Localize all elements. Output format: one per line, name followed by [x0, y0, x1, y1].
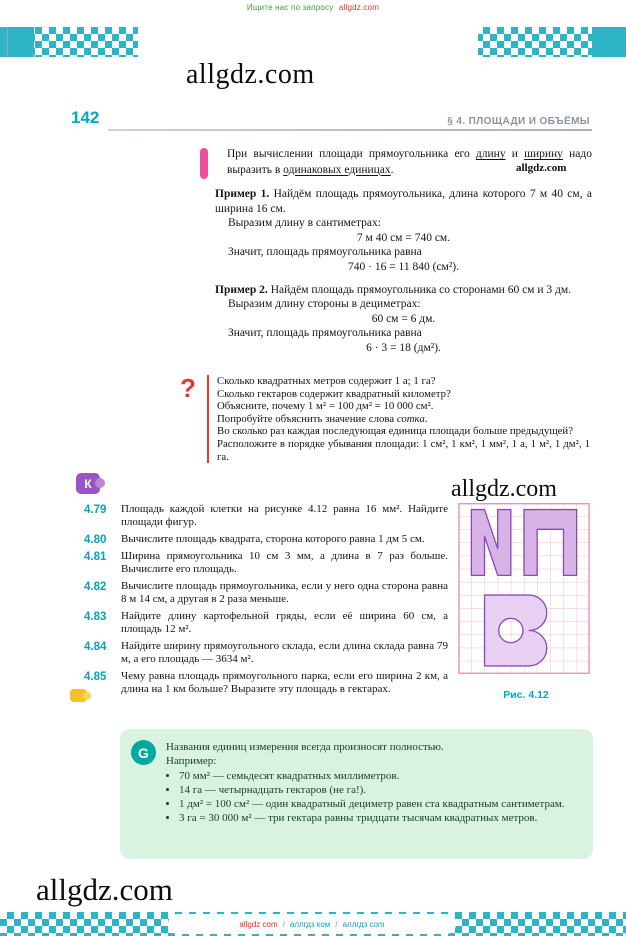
exercise-number: 4.79 [84, 504, 107, 516]
exercise-text: Найдите ширину прямоугольного склада, если длина склада равна 79 м, а его площадь — 3634 м². [121, 640, 448, 665]
question-l4-post: . [424, 412, 428, 425]
exercise-row [84, 503, 448, 529]
questions-block [180, 373, 590, 463]
exercises-section [84, 503, 594, 701]
decorative-band-bottom [0, 912, 626, 936]
footer-link-3[interactable]: аллгдз com [342, 919, 385, 929]
figure-4-12 [458, 503, 594, 701]
note-intro-line2: Например: [166, 755, 217, 767]
exercise-row [84, 580, 448, 606]
example2-label: Пример 2. [215, 283, 268, 296]
band-top-white-center [138, 27, 478, 57]
example2-formula2: 6 · 3 = 18 (дм²). [366, 341, 441, 354]
difficulty-marker-icon [70, 689, 87, 702]
exercise-row [84, 550, 448, 576]
question-l4-pre: Попробуйте объяснить значение слова [217, 412, 397, 425]
band-top-right-block [592, 27, 626, 57]
exercise-text: Вычислите площадь квадрата, сторона которого равна 1 дм 5 см. [121, 533, 425, 545]
header-rule-line [108, 129, 592, 131]
example2-text: Найдём площадь прямоугольника со сторонами 60 см и 3 дм. [270, 283, 571, 296]
example1-intro [215, 187, 592, 216]
top-search-hint [0, 3, 626, 12]
examples-block [215, 187, 592, 356]
exercise-text: Чему равна площадь прямоугольного парка, если его ширина 2 км, а длина на 1 км больше? Выразите эту площадь в гектарах. [121, 670, 448, 695]
footer-link-1[interactable]: allgdz com [239, 919, 278, 929]
question-l4-term: сотка [396, 412, 425, 425]
info-icon-letter: G [138, 744, 149, 761]
watermark-middle: allgdz.com [451, 476, 557, 502]
rule-text-1: При вычислении площади прямоугольника его [227, 148, 476, 160]
example1-step2: Значит, площадь прямоугольника равна [228, 246, 422, 259]
scan-artifact-line [7, 27, 8, 57]
note-bullet-list [166, 769, 579, 825]
puzzle-letter: К [84, 476, 92, 491]
exercise-row [84, 533, 448, 546]
exercise-text: Площадь каждой клетки на рисунке 4.12 равна 16 мм². Найдите площади фигур. [121, 503, 448, 528]
exercise-number: 4.83 [84, 611, 107, 623]
example2-formula1: 60 см = 6 дм. [371, 312, 436, 325]
exercise-list [84, 503, 448, 701]
exercise-text: Ширина прямоугольника 10 см 3 мм, а длина в 7 раз больше. Вычислите его площадь. [121, 550, 448, 575]
page-number: 142 [71, 108, 100, 127]
rule-text-3: надо выразить в [227, 148, 592, 176]
band-top-left-block [0, 27, 34, 57]
footer-separator: / [282, 919, 285, 929]
exercise-number: 4.84 [84, 641, 107, 653]
watermark-top: allgdz.com [186, 59, 315, 90]
question-line: Сколько гектаров содержит квадратный километр? [217, 387, 451, 400]
hint-domain: allgdz.com [338, 3, 380, 12]
exercise-number: 4.80 [84, 534, 107, 546]
section-title: § 4. ПЛОЩАДИ И ОБЪЁМЫ [447, 116, 590, 127]
watermark-inline: allgdz.com [516, 162, 567, 174]
exercise-number: 4.82 [84, 581, 107, 593]
note-box [120, 729, 593, 859]
question-line: Во сколько раз каждая последующая единица площади больше предыдущей? [217, 425, 573, 438]
rule-underline-2: ширину [524, 148, 563, 160]
exercise-text: Вычислите площадь прямоугольника, если у него одна сторона равна 8 м 14 см, а другая в 2 раза меньше. [121, 580, 448, 605]
question-line [217, 413, 590, 426]
example1-step1: Выразим длину в сантиметрах: [228, 217, 381, 230]
exercise-number: 4.85 [84, 671, 107, 683]
footer-separator: / [335, 919, 338, 929]
rule-text-2: и [505, 148, 525, 160]
footer-link-2[interactable]: аллгдз ком [289, 919, 331, 929]
watermark-bottom: allgdz.com [36, 872, 173, 907]
question-line: Объясните, почему 1 м² = 100 дм² = 10 000 см². [217, 400, 434, 413]
rule-underline-1: длину [475, 148, 506, 160]
decorative-band-top [0, 27, 626, 57]
hint-label: Ищите нас по запросу [246, 3, 334, 12]
example2-step2: Значит, площадь прямоугольника равна [228, 327, 422, 340]
example2-intro [215, 283, 592, 298]
exercise-row [84, 640, 448, 666]
note-bullet: • 1 дм² = 100 см² — один квадратный дециметр равен ста квадратным сантиметрам. [179, 797, 579, 811]
rule-text-4: . [390, 163, 394, 176]
example2-step1: Выразим длину стороны в дециметрах: [228, 298, 421, 311]
example1-text: Найдём площадь прямоугольника, длина которого 7 м 40 см, а ширина 16 см. [215, 188, 592, 215]
rule-underline-3: одинаковых единицах [283, 163, 391, 176]
note-bullet: • 14 га — четырнадцать гектаров (не га!). [179, 783, 579, 797]
note-bullet: • 70 мм² — семьдесят квадратных миллиметров. [179, 769, 579, 783]
note-bullet: • 3 га = 30 000 м² — три гектара равны тридцати тысячам квадратных метров. [179, 811, 579, 825]
question-line: Сколько квадратных метров содержит 1 а; 1 га? [217, 375, 436, 387]
note-intro-line1: Названия единиц измерения всегда произносят полностью. [166, 741, 444, 753]
pink-marker-icon [200, 148, 208, 179]
example1-formula2: 740 · 16 = 11 840 (см²). [347, 260, 459, 273]
question-line: Расположите в порядке убывания площади: 1 см², 1 км², 1 мм², 1 а, 1 м², 1 дм², 1 га. [217, 437, 590, 463]
grid-figure-image [458, 503, 590, 674]
exercise-row [84, 670, 448, 696]
exercise-text: Найдите длину картофельной гряды, если её ширина 60 см, а площадь 12 м². [121, 610, 448, 635]
exercise-number: 4.81 [84, 551, 107, 563]
figure-caption: Рис. 4.12 [503, 689, 549, 701]
info-icon [131, 740, 156, 765]
example1-label: Пример 1. [215, 188, 270, 200]
question-mark-icon: ? [180, 373, 196, 403]
competence-puzzle-icon [76, 473, 100, 494]
example1-formula1: 7 м 40 см = 740 см. [356, 231, 451, 244]
exercise-row [84, 610, 448, 636]
footer-links-bar [168, 914, 456, 934]
